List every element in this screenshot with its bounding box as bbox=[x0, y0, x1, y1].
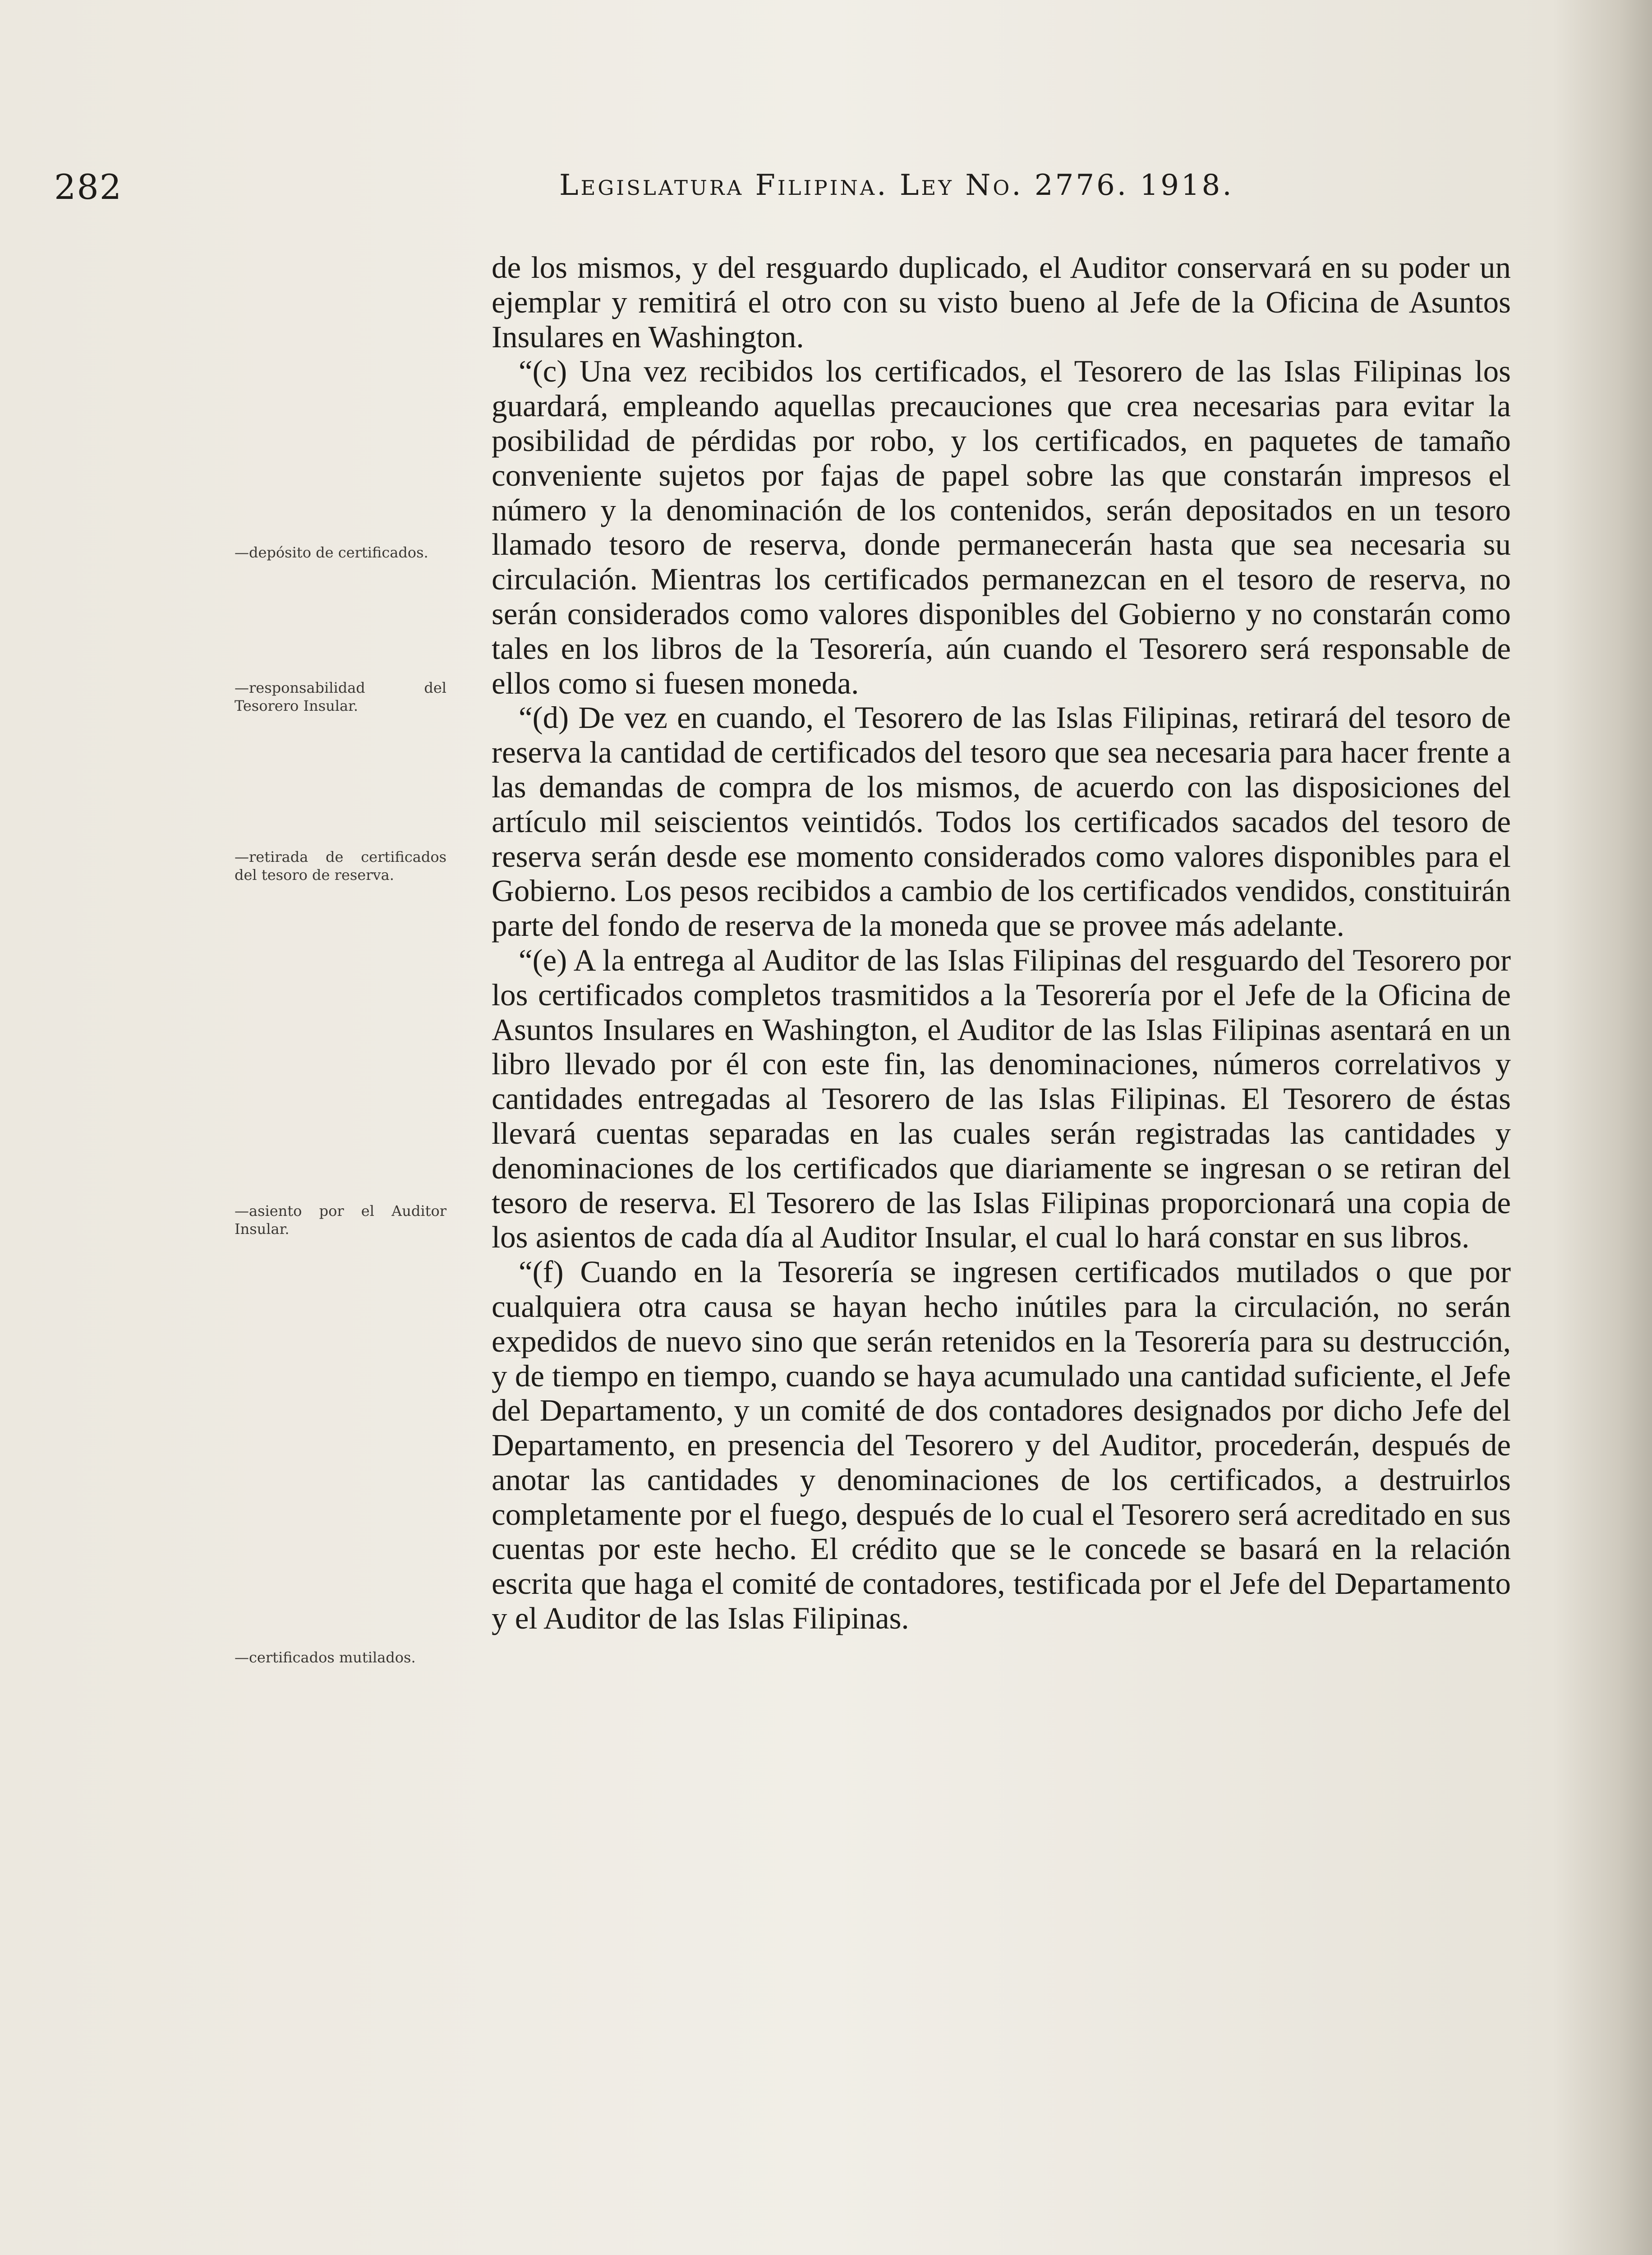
paragraph-e: “(e) A la entrega al Auditor de las Islas Filipinas del resguardo del Tesorero por los certificados completos trasmitidos a la Tesorería por el Jefe de la Oficina de Asuntos Insulares en Washington, el Auditor de las Islas Filipinas asentará en un libro llevado por él con este fin, las denominaciones, números correlativos y cantidades entregadas al Tesorero de las Islas Filipinas. El Tesorero de éstas llevará cuentas separadas en las cuales serán registradas las cantidades y denominaciones de los certificados que diariamente se ingresan o se retiran del tesoro de reserva. El Tesorero de las Islas Filipinas proporcionará una copia de los asientos de cada día al Auditor Insular, el cual lo hará constar en sus libros. bbox=[492, 943, 1511, 1255]
margin-note-asiento: —asiento por el Auditor Insular. bbox=[235, 1202, 446, 1238]
paragraph-continuation: de los mismos, y del resguardo duplicado, el Auditor conservará en su poder un ejemplar y remitirá el otro con su visto bueno al Jefe de la Oficina de Asuntos Insulares en Washington. bbox=[492, 250, 1511, 354]
margin-note-deposito: —depósito de certificados. bbox=[235, 544, 428, 561]
margin-notes bbox=[235, 0, 451, 2255]
page-number: 282 bbox=[54, 167, 123, 207]
margin-note-retirada: —retirada de certificados del tesoro de reserva. bbox=[235, 848, 446, 884]
body-text bbox=[492, 250, 1511, 1636]
running-title: Legislatura Filipina. Ley No. 2776. 1918. bbox=[559, 169, 1234, 202]
paragraph-d: “(d) De vez en cuando, el Tesorero de las Islas Filipinas, retirará del tesoro de reserva la cantidad de certificados del tesoro que sea necesaria para hacer frente a las demandas de compra de los mismos, de acuerdo con las disposiciones del artículo mil seiscientos veintidós. Todos los certificados sacados del tesoro de reserva serán desde ese momento considerados como valores disponibles para el Gobierno. Los pesos recibidos a cambio de los certificados vendidos, constituirán parte del fondo de reserva de la moneda que se provee más adelante. bbox=[492, 700, 1511, 943]
paragraph-c: “(c) Una vez recibidos los certificados, el Tesorero de las Islas Filipinas los guardará, empleando aquellas precauciones que crea necesarias para evitar la posibilidad de pérdidas por robo, y los certificados, en paquetes de tamaño conveniente sujetos por fajas de papel sobre las que constarán impresos el número y la denominación de los contenidos, serán depositados en un tesoro llamado tesoro de reserva, donde permanecerán hasta que sea necesaria su circulación. Mientras los certificados permanezcan en el tesoro de reserva, no serán considerados como valores disponibles del Gobierno y no constarán como tales en los libros de la Tesorería, aún cuando el Tesorero será responsable de ellos como si fuesen moneda. bbox=[492, 354, 1511, 700]
paragraph-f: “(f) Cuando en la Tesorería se ingresen certificados mutilados o que por cualquiera otra causa se hayan hecho inútiles para la circulación, no serán expedidos de nuevo sino que serán retenidos en la Tesorería para su destrucción, y de tiempo en tiempo, cuando se haya acumulado una cantidad suficiente, el Jefe del Departamento, y un comité de dos contadores designados por dicho Jefe del Departamento, en presencia del Tesorero y del Auditor, procederán, después de anotar las cantidades y denominaciones de los certificados, a destruirlos completamente por el fuego, después de lo cual el Tesorero será acreditado en sus cuentas por este hecho. El crédito que se le concede se basará en la relación escrita que haga el comité de contadores, testificada por el Jefe del Departamento y el Auditor de las Islas Filipinas. bbox=[492, 1255, 1511, 1636]
margin-note-mutilados: —certificados mutilados. bbox=[235, 1649, 416, 1666]
margin-note-responsabilidad: —responsabilidad del Tesorero Insular. bbox=[235, 679, 446, 714]
